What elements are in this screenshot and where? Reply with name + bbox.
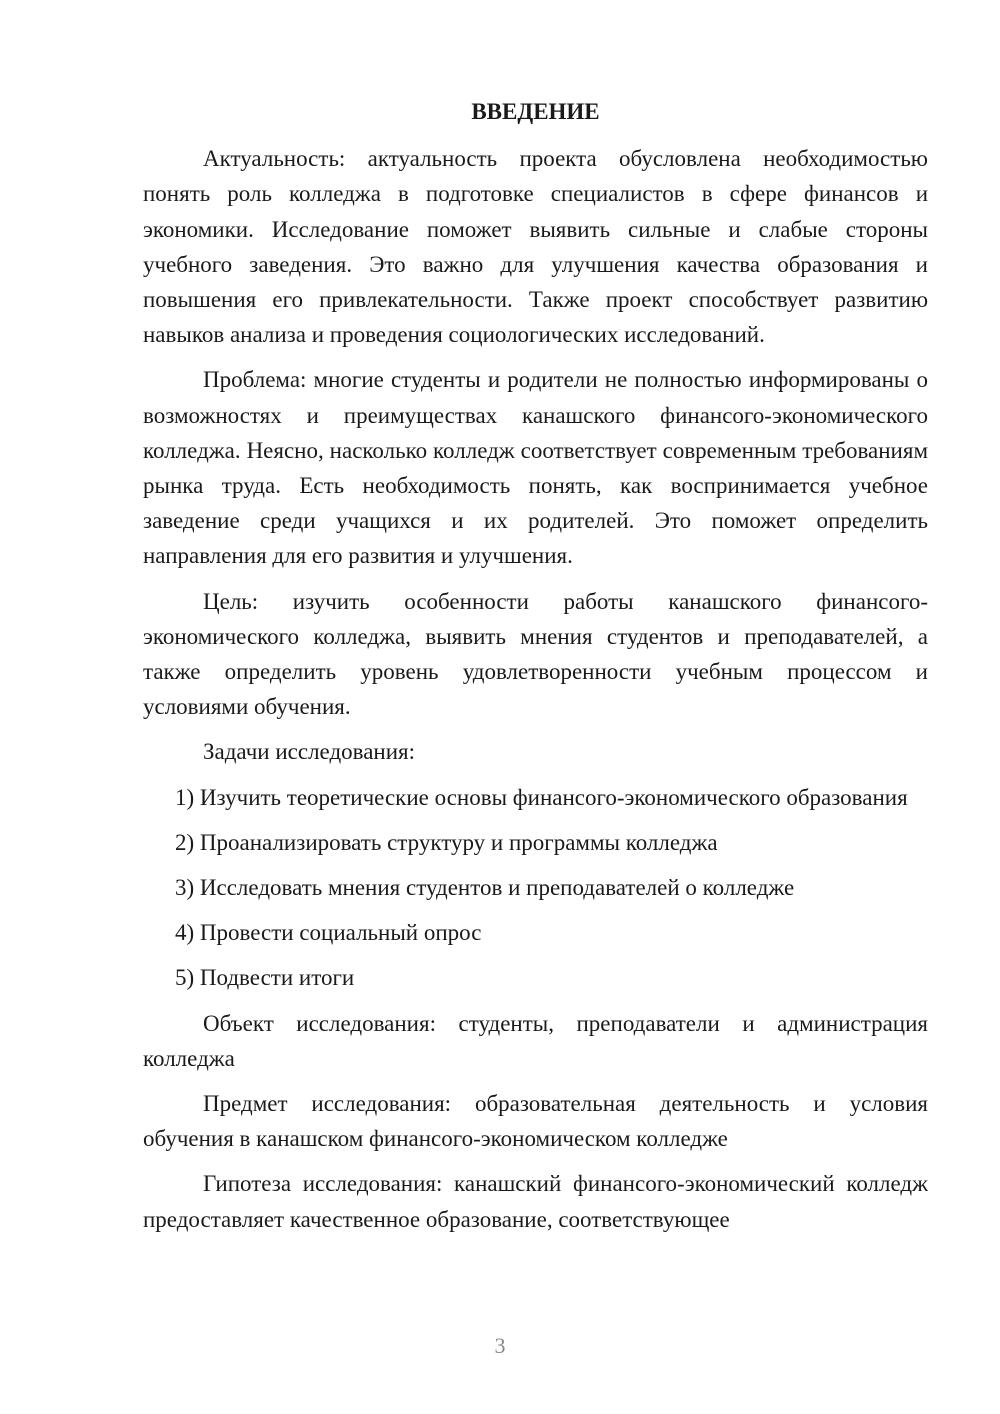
task-item-3: 3) Исследовать мнения студентов и преподавателей о колледже bbox=[175, 875, 795, 901]
page-number: 3 bbox=[494, 1333, 506, 1358]
task-item-1: 1) Изучить теоретические основы финансого-экономического образования bbox=[175, 784, 908, 810]
document-page bbox=[143, 94, 928, 1247]
paragraph-goal: Цель: изучить особенности работы канашского финансого-экономического колледжа, выявить мнения студентов и преподавателей, а также определить уровень удовлетворенности учебным процессом и условиями обучения. bbox=[143, 588, 928, 720]
paragraph-hypothesis: Гипотеза исследования: канашский финансого-экономический колледж предоставляет качественное образование, соответствующее bbox=[143, 1171, 928, 1232]
tasks-heading: Задачи исследования: bbox=[203, 739, 416, 765]
paragraph-relevance: Актуальность: актуальность проекта обусловлена необходимостью понять роль колледжа в подготовке специалистов в сфере финансов и экономики. Исследование поможет выявить сильные и слабые стороны учебного заведения. Это важно для улучшения качества образования и повышения его привлекательности. Также проект способствует развитию навыков анализа и проведения социологических исследований. bbox=[143, 146, 928, 348]
paragraph-object: Объект исследования: студенты, преподаватели и администрация колледжа bbox=[143, 1010, 928, 1071]
task-item-2: 2) Проанализировать структуру и программы колледжа bbox=[175, 829, 718, 855]
page-title: ВВЕДЕНИЕ bbox=[471, 99, 600, 124]
paragraph-subject: Предмет исследования: образовательная деятельность и условия обучения в канашском финансого-экономическом колледже bbox=[143, 1091, 928, 1152]
task-item-4: 4) Провести социальный опрос bbox=[175, 920, 482, 946]
task-item-5: 5) Подвести итоги bbox=[175, 965, 355, 991]
paragraph-problem: Проблема: многие студенты и родители не полностью информированы о возможностях и преимуществах канашского финансого-экономического колледжа. Неясно, насколько колледж соответствует современным требованиям рынка труда. Есть необходимость понять, как воспринимается учебное заведение среди учащихся и их родителей. Это поможет определить направления для его развития и улучшения. bbox=[143, 367, 928, 569]
